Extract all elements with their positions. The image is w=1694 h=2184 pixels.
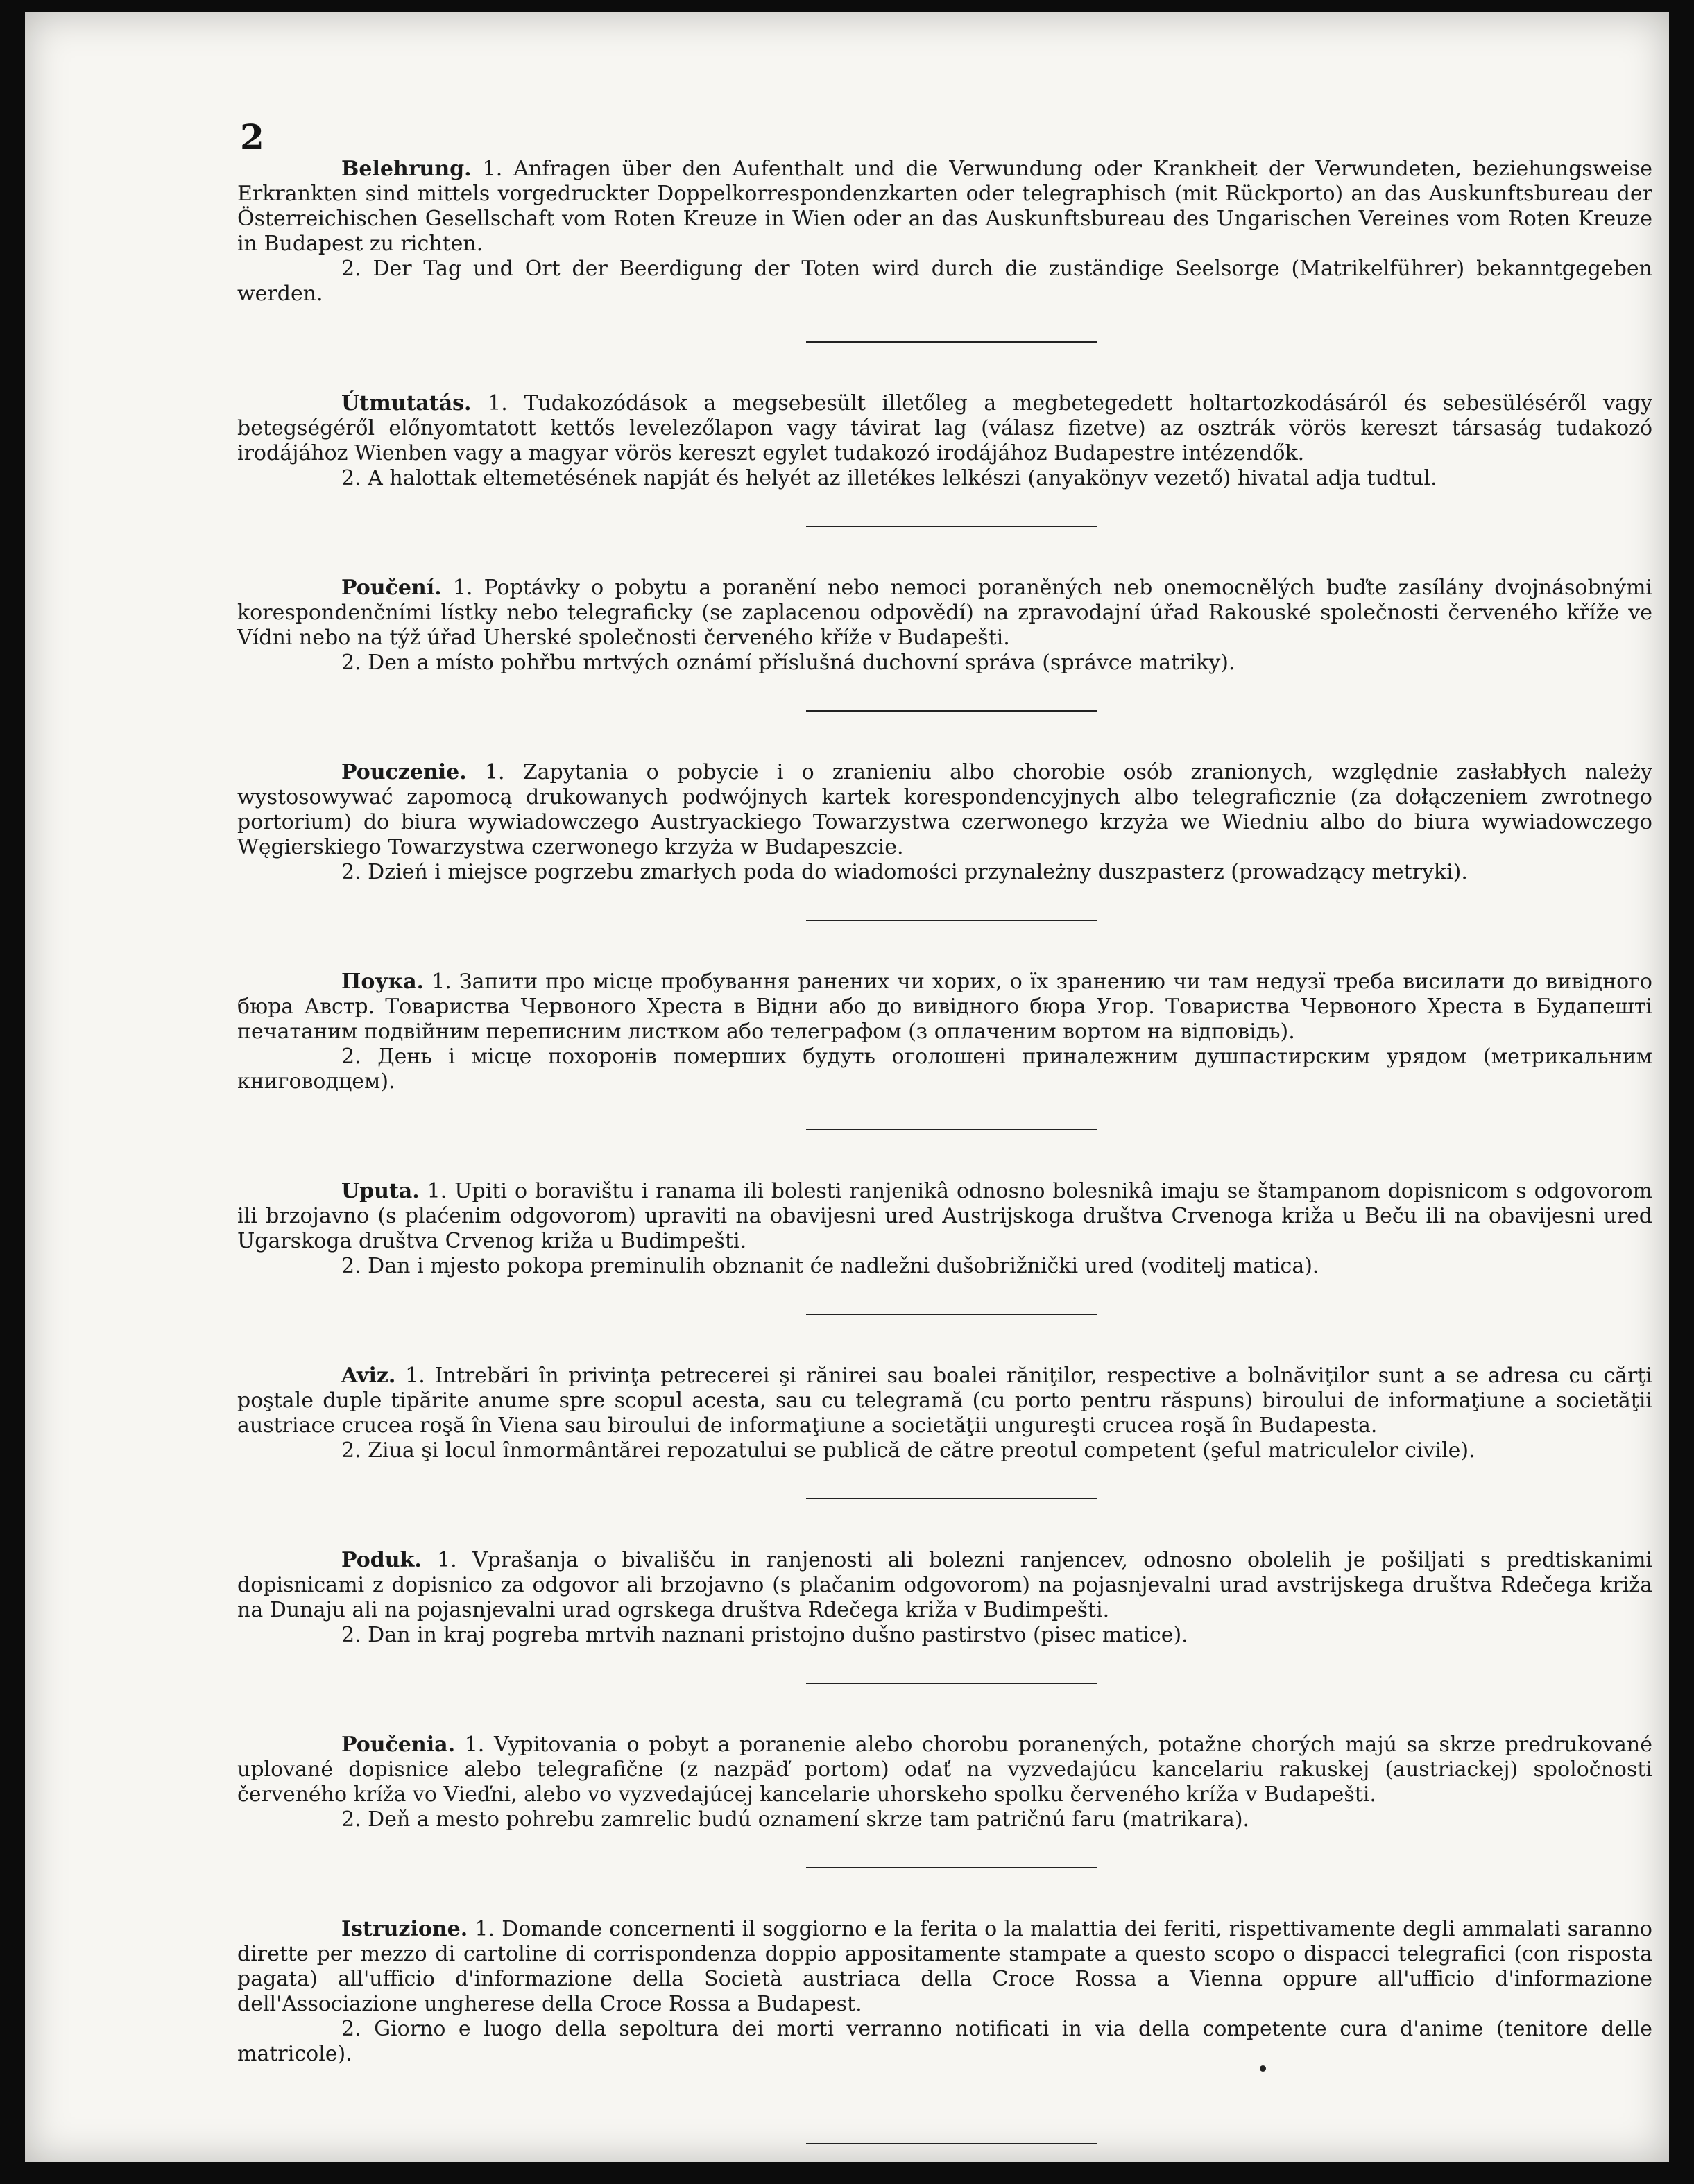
paragraph-1 bbox=[237, 157, 1652, 257]
paragraph-2: 2. Ziua şi locul înmormântărei repozatului se publică de către preotul competent (şeful matriculelor civile). bbox=[341, 1438, 1475, 1463]
paragraph-2: 2. Den a místo pohřbu mrtvých oznámí příslušná duchovní správa (správce matriky). bbox=[341, 651, 1235, 675]
section-heading: Belehrung. bbox=[341, 157, 472, 181]
section-italian bbox=[237, 1917, 1652, 2067]
paragraph-1 bbox=[237, 576, 1652, 651]
paragraph-1 bbox=[237, 1364, 1652, 1438]
section-hungarian bbox=[237, 391, 1652, 491]
section-heading: Aviz. bbox=[341, 1364, 396, 1388]
paragraph-2: 2. Dzień i miejsce pogrzebu zmarłych poda do wiadomości przynależny duszpasterz (prowadzący metryki). bbox=[341, 860, 1468, 884]
page-number: 2 bbox=[240, 117, 264, 157]
section-czech bbox=[237, 576, 1652, 676]
paragraph-text: 1. Intrebări în privinţa petrecerei şi rănirei sau boalei răniţilor, respective a bolnăviţilor sunt a se adresa cu cărţi poştale duple tipărite anume spre scopul acesta, sau cu telegramă (cu porto pentru răspuns) biroului de informaţiune a societăţii austriace crucea roşă în Viena sau biroului de informaţiune a societăţii ungureşti crucea roşă în Budapesta. bbox=[237, 1364, 1652, 1438]
paragraph-1 bbox=[237, 1917, 1652, 2017]
paragraph-text: 1. Anfragen über den Aufenthalt und die Verwundung oder Krankheit der Verwundeten, beziehungsweise Erkrankten sind mittels vorgedruckter Doppelkorrespondenzkarten oder telegraphisch (mit Rückporto) an das Auskunftsbureau der Österreichischen Gesellschaft vom Roten Kreuze in Wien oder an das Auskunftsbureau des Ungarischen Vereines vom Roten Kreuze in Budapest zu richten. bbox=[237, 157, 1652, 256]
section-german bbox=[237, 157, 1652, 307]
section-heading: Istruzione. bbox=[341, 1917, 468, 1941]
section-heading: Poučenia. bbox=[341, 1732, 456, 1757]
paragraph-text: 1. Domande concernenti il soggiorno e la ferita o la malattia dei feriti, rispettivamente degli ammalati saranno dirette per mezzo di cartoline di corrispondenza doppio appositamente stampate a questo scopo o dispacci telegrafici (con risposta pagata) all'ufficio d'informazione della Società austriaca della Croce Rossa a Vienna oppure all'ufficio d'informazione dell'Associazione ungherese della Croce Rossa a Budapest. bbox=[237, 1917, 1652, 2016]
section-divider bbox=[806, 1314, 1097, 1315]
section-heading: Uputa. bbox=[341, 1179, 420, 1203]
section-divider bbox=[806, 1867, 1097, 1868]
section-heading: Poduk. bbox=[341, 1548, 422, 1572]
paragraph-1 bbox=[237, 1179, 1652, 1254]
section-romanian bbox=[237, 1364, 1652, 1463]
paragraph-2: 2. Dan i mjesto pokopa preminulih obznanit će nadležni dušobrižnički ured (voditelj matica). bbox=[341, 1254, 1319, 1278]
paragraph-text: 1. Vprašanja o bivališču in ranjenosti ali bolezni ranjencev, odnosno obolelih je pošiljati s predtiskanimi dopisnicami z dopisnico za odgovor ali brzojavno (s plačanim odgovorom) na pojasnjevalni urad avstrijskega društva Rdečega križa na Dunaju ali na pojasnjevalni urad ogrskega društva Rdečega križa v Budimpešti. bbox=[237, 1548, 1652, 1622]
paragraph-2: 2. A halottak eltemetésének napját és helyét az illetékes lelkészi (anyakönyv vezető) hivatal adja tudtul. bbox=[341, 466, 1437, 490]
section-croatian bbox=[237, 1179, 1652, 1279]
paragraph-1 bbox=[237, 760, 1652, 860]
section-divider bbox=[806, 1129, 1097, 1130]
paragraph-text: 1. Запити про місце пробування ранених чи хорих, о їх зранению чи там недузї треба висилати до вивідного бюра Австр. Товариства Червоного Хреста в Відни або до вивідного бюра Угор. Товариства Червоного Хреста в Будапешті печатаним подвійним переписним листком або телеграфом (з оплаченим вортом на відповідь). bbox=[237, 970, 1652, 1044]
ink-dot bbox=[1260, 2065, 1266, 2072]
paragraph-text: 1. Zapytania o pobycie i o zranieniu albo chorobie osób zranionych, względnie zasłabłych należy wystosowywać zapomocą drukowanych podwójnych kartek korespondencyjnych albo telegraficznie (za dołączeniem zwrotnego portorium) do biura wywiadowczego Austryackiego Towarzystwa czerwonego krzyża we Wiedniu albo do biura wywiadowczego Węgierskiego Towarzystwa czerwonego krzyża w Budapeszcie. bbox=[237, 760, 1652, 859]
section-heading: Поука. bbox=[341, 970, 425, 994]
section-divider bbox=[806, 341, 1097, 343]
paragraph-1 bbox=[237, 1548, 1652, 1623]
closing-divider bbox=[806, 2143, 1097, 2144]
section-divider bbox=[806, 526, 1097, 527]
paragraph-2: 2. Deň a mesto pohrebu zamrelic budú oznamení skrze tam patričnú faru (matrikara). bbox=[341, 1807, 1250, 1832]
paragraph-2: 2. Giorno e luogo della sepoltura dei morti verranno notificati in via della competente cura d'anime (tenitore delle matricole). bbox=[237, 2017, 1652, 2066]
document-body bbox=[237, 157, 1652, 2162]
section-slovenian bbox=[237, 1548, 1652, 1648]
section-divider bbox=[806, 1498, 1097, 1499]
section-divider bbox=[806, 1683, 1097, 1684]
section-divider bbox=[806, 710, 1097, 712]
paragraph-text: 1. Tudakozódások a megsebesült illetőleg a megbetegedett holtartozkodásáról és sebesüléséről vagy betegségéről előnyomtatott kettős levelezőlapon vagy távirat lag (válasz fizetve) az osztrák vörös kereszt társaság tudakozó irodájához Wienben vagy a magyar vörös kereszt egylet tudakozó irodájához Budapestre intézendők. bbox=[237, 391, 1652, 465]
section-heading: Útmutatás. bbox=[341, 391, 472, 415]
document-page bbox=[25, 12, 1669, 2162]
paragraph-2: 2. День і місце похоронів померших будуть оголошені приналежним душпастирским урядом (метрикальним книговодцем). bbox=[237, 1044, 1652, 1094]
paragraph-text: 1. Poptávky o pobytu a poranění nebo nemoci poraněných neb onemocnělých buďte zasílány dvojnásobnými korespondenčními lístky nebo telegraficky (se zaplacenou odpovědí) na zpravodajní úřad Rakouské společnosti červeného kříže ve Vídni nebo na týž úřad Uherské společnosti červeného kříže v Budapešti. bbox=[237, 576, 1652, 650]
section-slovak bbox=[237, 1732, 1652, 1832]
section-heading: Poučení. bbox=[341, 576, 442, 600]
paragraph-1 bbox=[237, 391, 1652, 466]
paragraph-text: 1. Upiti o boravištu i ranama ili bolesti ranjenikâ odnosno bolesnikâ imaju se štampanom dopisnicom s odgovorom ili brzojavno (s plaćenim odgovorom) upraviti na obavijesni ured Austrijskoga društva Crvenoga križa u Beču ili na obavijesni ured Ugarskoga društva Crvenog križa u Budimpešti. bbox=[237, 1179, 1652, 1253]
section-polish bbox=[237, 760, 1652, 885]
paragraph-2: 2. Der Tag und Ort der Beerdigung der Toten wird durch die zuständige Seelsorge (Matrikelführer) bekanntgegeben werden. bbox=[237, 257, 1652, 306]
paragraph-1 bbox=[237, 1732, 1652, 1807]
section-divider bbox=[806, 920, 1097, 921]
paragraph-2: 2. Dan in kraj pogreba mrtvih naznani pristojno dušno pastirstvo (pisec matice). bbox=[341, 1623, 1188, 1647]
section-ukrainian bbox=[237, 970, 1652, 1094]
paragraph-text: 1. Vypitovania o pobyt a poranenie alebo chorobu poranených, potažne chorých majú sa skrze predrukované uplované dopisnice alebo telegrafične (z nazpäď portom) odať na vyzvedajúcu kancelariu rakuskej (austriackej) spoločnosti červeného kríža vo Vieďni, alebo vo vyzvedajúcej kancelarie uhorskeho spolku červeného kríža v Budapešti. bbox=[237, 1732, 1652, 1807]
paragraph-1 bbox=[237, 970, 1652, 1044]
section-heading: Pouczenie. bbox=[341, 760, 467, 784]
